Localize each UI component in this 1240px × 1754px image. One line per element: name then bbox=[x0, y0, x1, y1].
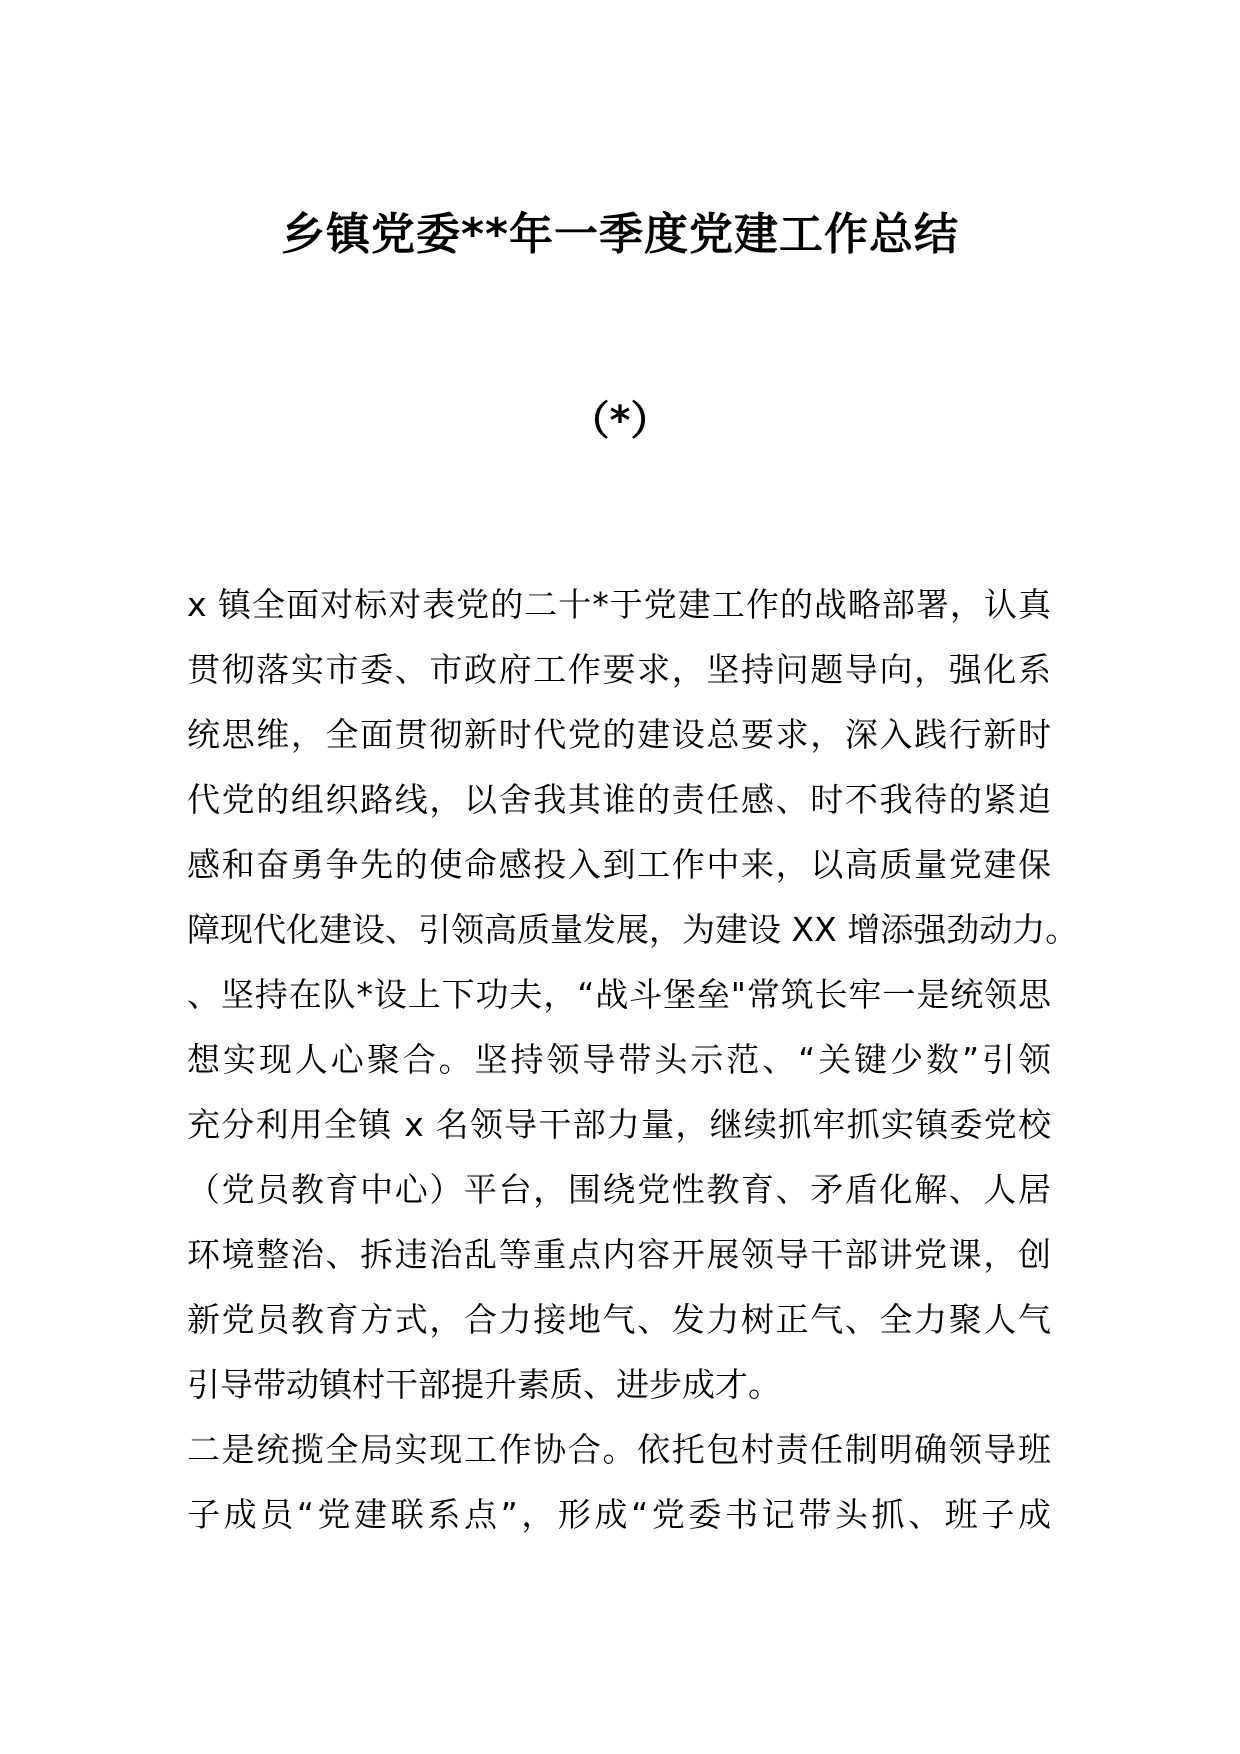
body-line: 子成员“党建联系点”，形成“党委书记带头抓、班子成 bbox=[187, 1495, 1051, 1534]
body-line: 感和奋勇争先的使命感投入到工作中来，以高质量党建保 bbox=[187, 845, 1051, 884]
body-line: （党员教育中心）平台，围绕党性教育、矛盾化解、人居 bbox=[187, 1170, 1051, 1209]
document-title: 乡镇党委**年一季度党建工作总结 bbox=[280, 209, 960, 260]
body-line: 充分利用全镇 x 名领导干部力量，继续抓牢抓实镇委党校 bbox=[187, 1105, 1051, 1144]
body-line: 统思维，全面贯彻新时代党的建设总要求，深入践行新时 bbox=[187, 715, 1051, 754]
body-line: 障现代化建设、引领高质量发展，为建设 XX 增添强劲动力。 bbox=[187, 910, 1079, 949]
document-subtitle: （*） bbox=[569, 398, 671, 444]
body-line: 新党员教育方式，合力接地气、发力树正气、全力聚人气 bbox=[187, 1300, 1051, 1339]
body-line: 贯彻落实市委、市政府工作要求，坚持问题导向，强化系 bbox=[187, 650, 1051, 689]
body-line: x 镇全面对标对表党的二十*于党建工作的战略部署，认真 bbox=[187, 585, 1051, 624]
document-body bbox=[187, 572, 1079, 1547]
body-line: 引导带动镇村干部提升素质、进步成才。 bbox=[187, 1365, 781, 1404]
body-line: 想实现人心聚合。坚持领导带头示范、“关键少数”引领 bbox=[187, 1040, 1051, 1079]
body-line: 代党的组织路线，以舍我其谁的责任感、时不我待的紧迫 bbox=[187, 780, 1051, 819]
body-line: 、坚持在队*设上下功夫，“战斗堡垒"常筑长牢一是统领思 bbox=[187, 975, 1051, 1014]
body-line: 二是统揽全局实现工作协合。依托包村责任制明确领导班 bbox=[187, 1430, 1051, 1469]
body-line: 环境整治、拆违治乱等重点内容开展领导干部讲党课，创 bbox=[187, 1235, 1051, 1274]
